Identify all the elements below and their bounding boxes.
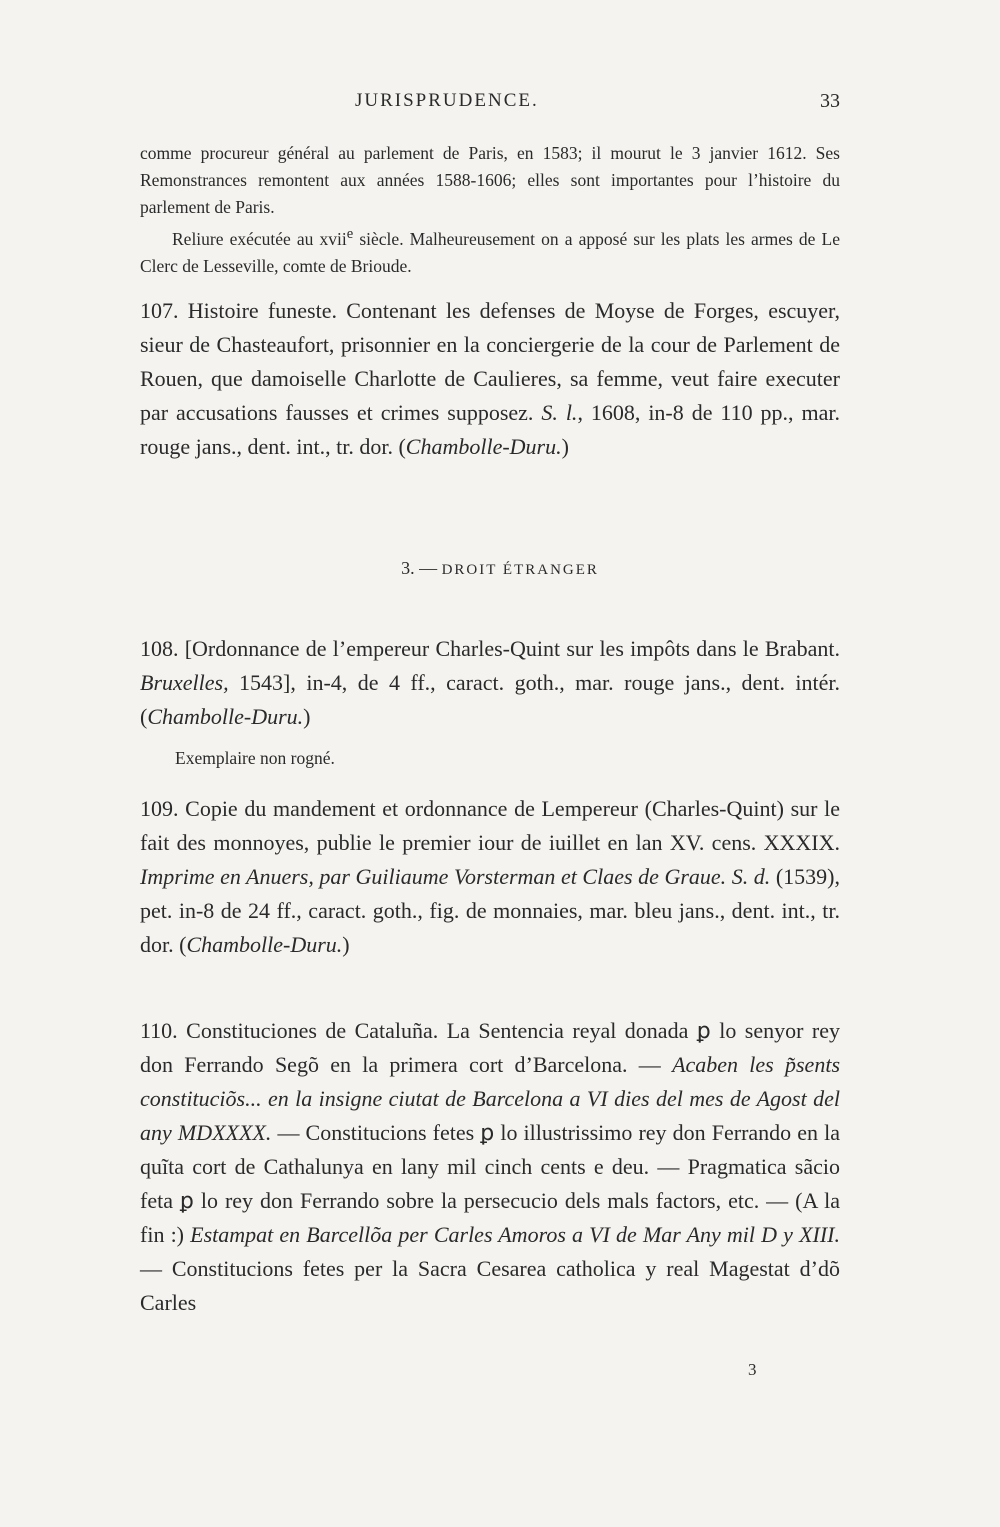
- running-head: [140, 90, 840, 120]
- section-number: 3. —: [401, 558, 438, 578]
- entry-109: [140, 792, 840, 962]
- running-title: JURISPRUDENCE.: [355, 90, 539, 111]
- entry-text: 110. Constituciones de Cataluña. La Sentencia reyal donada ꝑ lo senyor rey don Ferrando Segõ en la primera cort d’Barcelona. — Acaben les p̃sents constituciõs... en la insigne ciutat de Barcelona a VI dies del mes de Agost del any MDXXXX. — Constitucions fetes ꝑ lo illustrissimo rey don Ferrando en la quĩta cort de Cathalunya en lany mil cinch cents e deu. — Pragmatica sãcio feta ꝑ lo rey don Ferrando sobre la persecucio dels mals factors, etc. — (A la fin :) Estampat en Barcellõa per Carles Amoros a VI de Mar Any mil D y XIII. — Constitucions fetes per la Sacra Cesarea catholica y real Magestat d’dõ Carles: [140, 1018, 840, 1315]
- page-number: 33: [820, 90, 840, 112]
- section-heading: [0, 558, 1000, 579]
- note-paragraph: comme procureur général au parlement de Paris, en 1583; il mourut le 3 janvier 1612. Ses Remonstrances remontent aux années 1588-1606; elles sont importantes pour l’histoire du parlement de Paris.: [140, 143, 840, 217]
- binding-note: Reliure exécutée au xvii$^e$ siècle. Malheureusement on a apposé sur les plats les armes de Le Clerc de Lesseville, comte de Brioude.: [140, 226, 840, 276]
- section-title: DROIT ÉTRANGER: [441, 562, 599, 578]
- entry-108: [140, 632, 840, 734]
- signature-mark: 3: [748, 1360, 757, 1379]
- entry-text: 108. [Ordonnance de l’empereur Charles-Quint sur les impôts dans le Brabant. Bruxelles, 1543], in-4, de 4 ff., caract. goth., mar. rouge jans., dent. intér. (Chambolle-Duru.): [140, 636, 840, 729]
- entry-108-note: Exemplaire non rogné.: [175, 748, 335, 768]
- entry-110: [140, 1014, 840, 1320]
- entry-text: 107. Histoire funeste. Contenant les defenses de Moyse de Forges, escuyer, sieur de Chasteaufort, prisonnier en la conciergerie de la cour de Parlement de Rouen, que damoiselle Charlotte de Caulieres, sa femme, veut faire executer par accusations fausses et crimes supposez. S. l., 1608, in-8 de 110 pp., mar. rouge jans., dent. int., tr. dor. (Chambolle-Duru.): [140, 298, 840, 459]
- entry-107: [140, 294, 840, 464]
- previous-entry-notes: [140, 140, 840, 280]
- entry-text: 109. Copie du mandement et ordonnance de Lempereur (Charles-Quint) sur le fait des monnoyes, publie le premier iour de iuillet en lan XV. cens. XXXIX. Imprime en Anuers, par Guiliaume Vorsterman et Claes de Graue. S. d. (1539), pet. in-8 de 24 ff., caract. goth., fig. de monnaies, mar. bleu jans., dent. int., tr. dor. (Chambolle-Duru.): [140, 796, 840, 957]
